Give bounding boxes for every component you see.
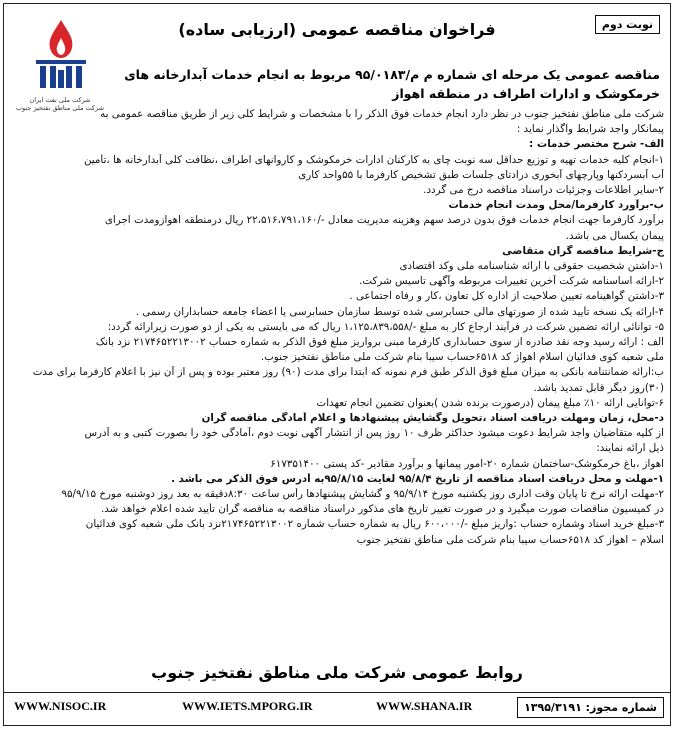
body-line: ۲-مهلت ارائه نرخ تا پایان وقت اداری روز یکشنبه مورخ ۹۵/۹/۱۴ و گشایش پیشنهادها رأس ساعت ۸:۳۰دقیقه به بعد روز دوشنبه مورخ ۹۵/۹/۱۵ bbox=[61, 488, 664, 500]
link-iets[interactable]: WWW.IETS.MPORG.IR bbox=[182, 699, 313, 713]
link-nisoc[interactable]: WWW.NISOC.IR bbox=[14, 699, 107, 713]
body-line: ب-برآورد کارفرما/محل ومدت انجام خدمات bbox=[448, 199, 664, 212]
body-line: ۲-ارائه اساسنامه شرکت آخرین تغییرات مربوطه وآگهی تاسیس شرکت. bbox=[359, 275, 664, 288]
footer-bar bbox=[4, 692, 670, 727]
link-shana[interactable]: WWW.SHANA.IR bbox=[376, 699, 473, 713]
body-line: آب آبسردکنها وپارچهای آبخوری درادتای جلسات طبق تشخیص کارفرما با ۵۵واحد کاری bbox=[298, 168, 664, 181]
license-number: شماره مجوز: ۱۳۹۵/۳۱۹۱ bbox=[517, 697, 664, 718]
body-line: از کلیه متقاضیان واجد شرایط دعوت میشود حداکثر ظرف ۱۰ روز پس از انتشار آگهی نوبت دوم ،آمادگی خود را بصورت کتبی و به آدرس bbox=[84, 427, 664, 440]
nisoc-logo-icon bbox=[18, 12, 104, 98]
body-line: ملی شعبه کوی فدائیان اسلام اهواز کد ۶۵۱۸حساب سیبا بنام شرکت ملی مناطق نفتخیز جنوب. bbox=[260, 351, 664, 364]
tender-subtitle-line-2: خرمکوشک و ادارات اطراف در منطقه اهواز bbox=[392, 86, 660, 101]
body-line: برآورد کارفرما جهت انجام خدمات فوق بدون درصد سهم وهزینه مدیریت معادل -/۲۲،۵۱۶،۷۹۱،۱۶۰ ریال درمنطقه اهوازومدت اجرای bbox=[104, 214, 664, 227]
body-line: ۶-توانایی ارائه ۱۰٪ مبلغ پیمان (درصورت برنده شدن )بعنوان تضمین انجام تعهدات bbox=[316, 396, 664, 409]
body-line: پیمانکار واجد شرایط واگذار نماید : bbox=[516, 123, 664, 136]
body-line: ۱-مهلت و محل دریافت اسناد مناقصه از تاریخ ۹۵/۸/۴ لغایت ۹۵/۸/۱۵به آدرس فوق الذکر می باشد . bbox=[171, 472, 664, 485]
body-line: (۳۰)روز دیگر قابل تمدید باشد. bbox=[533, 381, 664, 394]
logo-caption-line-2: شرکت ملی مناطق نفتخیز جنوب bbox=[15, 104, 105, 112]
notice-title: فراخوان مناقصه عمومی (ارزیابی ساده) bbox=[178, 20, 496, 39]
body-line: ج-شرایط مناقصه گران متقاضی bbox=[502, 244, 664, 257]
body-line: ۱-انجام کلیه خدمات تهیه و توزیع حداقل سه نوبت چای به کارکنان ادارات خرمکوشک و کاروانهای اطراف ،نظافت کلی آبدارخانه ها ،تأمین bbox=[83, 153, 664, 166]
body-line: ۴-ارائه یک نسخه تأیید شده از صورتهای مالی حسابرسی شده توسط سازمان حسابرسی یا اعضاء جامعه حسابداران رسمی . bbox=[135, 305, 664, 318]
footer-title: روابط عمومی شرکت ملی مناطق نفتخیز جنوب bbox=[151, 663, 523, 682]
body-line: د-محل، زمان ومهلت دریافت اسناد ،تحویل وگشایش پیشنهادها و اعلام آمادگی مناقصه گران bbox=[201, 412, 664, 424]
body-line: شرکت ملی مناطق نفتخیز جنوب در نظر دارد انجام خدمات فوق الذکر را با مشخصات و شرایط کلی زیر از طریق مناقصه عمومی به bbox=[100, 108, 664, 120]
body-line: ۵- توانائی ارائه تضمین شرکت در فرآیند ارجاع کار به مبلغ -/۱،۱۲۵،۸۳۹،۵۵۸ ریال که می بایستی به یکی از دو صورت زیرارائه گردد: bbox=[107, 320, 664, 333]
body-line: ۳-داشتن گواهینامه تعیین صلاحیت از اداره کل تعاون ،کار و رفاه اجتماعی . bbox=[349, 290, 664, 303]
body-line: اهواز ،باغ خرمکوشک-ساختمان شماره ۲۰-امور پیمانها و برآورد مقادیر -کد پستی ۶۱۷۳۵۱۴۰۰ bbox=[270, 457, 664, 470]
tender-notice bbox=[3, 3, 671, 726]
body-line: الف- شرح مختصر خدمات : bbox=[529, 138, 664, 151]
body-line: الف : ارائه رسید وجه نقد صادره از سوی حسابداری کارفرما مبنی برواریز مبلغ فوق الذکر به شماره حساب ۲۱۷۴۶۵۲۲۱۳۰۰۲ نزد بانک bbox=[95, 336, 664, 348]
body-line: در کمیسیون مناقصات صورت میگیرد و در صورت تغییر تاریخ های مذکور دراسناد مناقصه به مناقصه گران تأیید شده اعلام خواهد شد. bbox=[100, 503, 664, 516]
round-badge: نوبت دوم bbox=[595, 15, 660, 34]
body-line: ذیل ارائه نمایند: bbox=[596, 442, 664, 455]
body-line: ب:ارائه ضمانتنامه بانکی به میزان مبلغ فوق الذکر طبق فرم نمونه که ابتدا برای مدت (۹۰) روز معتبر بوده و پس از آن نیز با اعلام کارفرما برای مدت bbox=[32, 366, 664, 379]
body-line: ۱-داشتن شخصیت حقوقی با ارائه شناسنامه ملی وکد اقتصادی bbox=[399, 260, 664, 272]
body-line: پیمان یکسال می باشد. bbox=[565, 229, 664, 242]
body-line: ۳-مبلغ خرید اسناد وشماره حساب :واریز مبلغ -/۶۰۰،۰۰۰ ریال به شماره حساب شماره ۲۱۷۴۶۵۲۲۱۳۰۰۲نزد بانک ملی شعبه کوی فدائیان bbox=[85, 518, 664, 531]
tender-subtitle-line-1: مناقصه عمومی یک مرحله ای شماره م م/۹۵/۰۱۸۳ مربوط به انجام خدمات آبدارخانه های bbox=[124, 67, 660, 82]
body-line: اسلام – اهواز کد ۶۵۱۸حساب سیبا بنام شرکت ملی مناطق نفتخیز جنوب bbox=[356, 533, 664, 546]
body-line: ۲-سایر اطلاعات وجزئیات دراسناد مناقصه درج می گردد. bbox=[423, 184, 664, 196]
logo-caption-line-1: شرکت ملی نفت ایران bbox=[29, 96, 91, 104]
